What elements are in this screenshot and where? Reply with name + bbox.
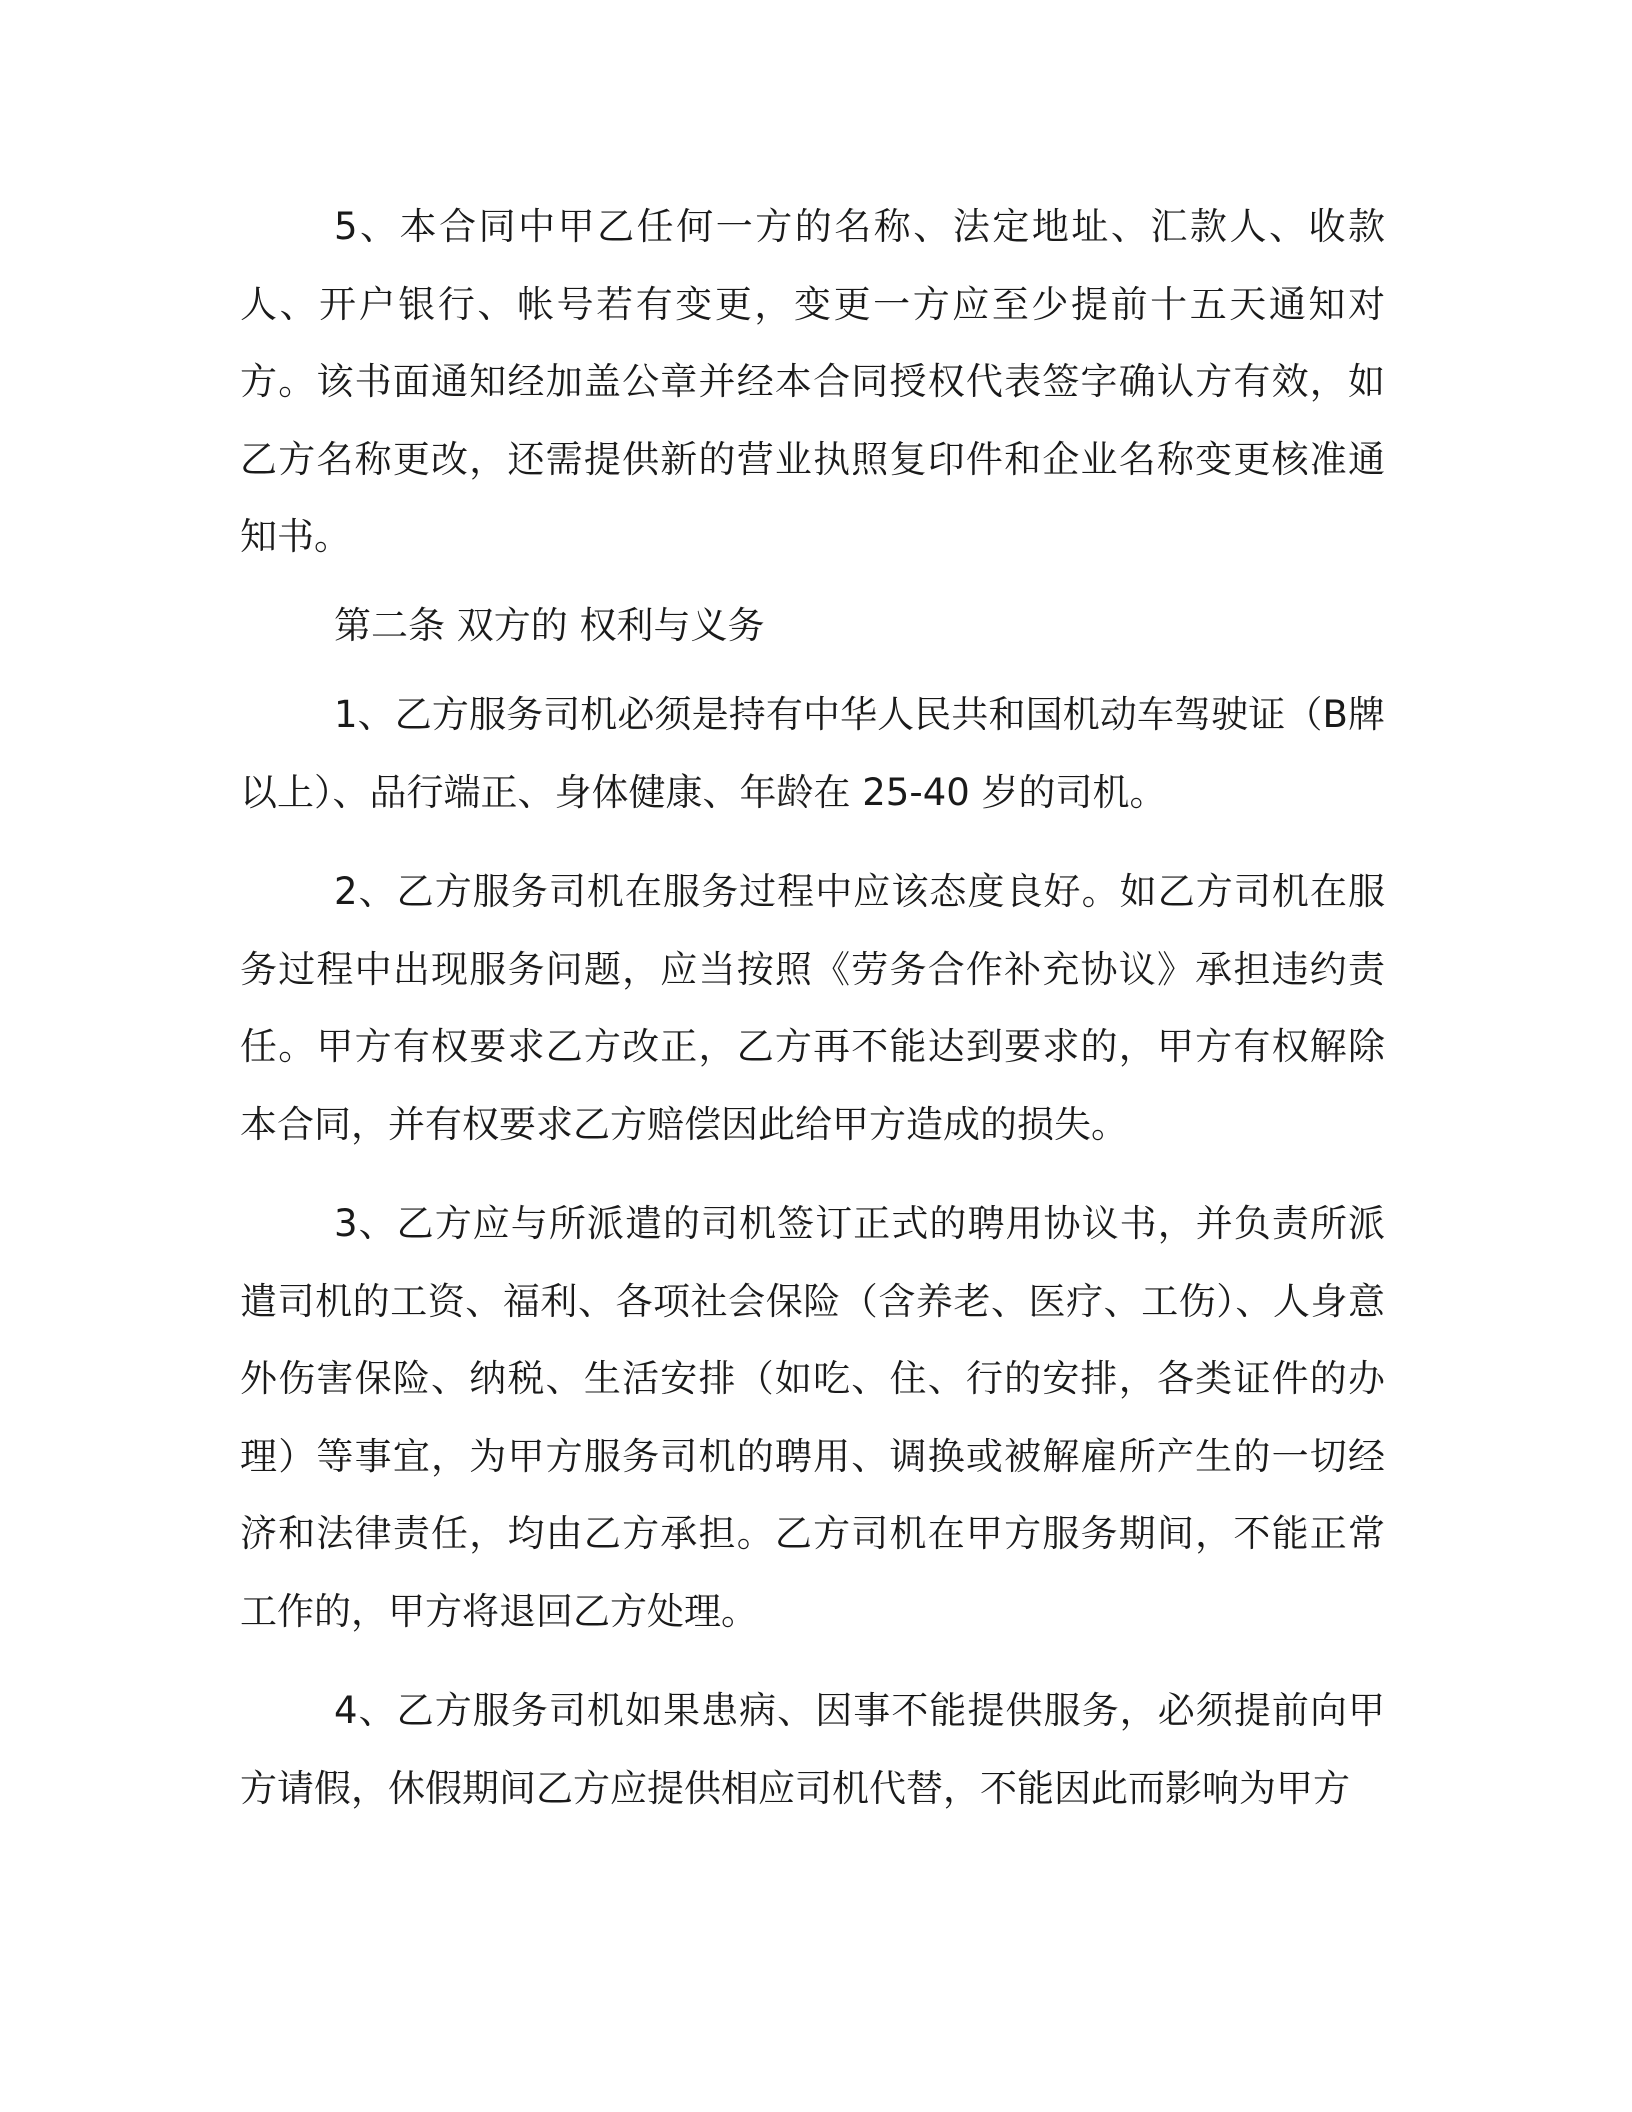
- clause-4-paragraph: 4、乙方服务司机如果患病、因事不能提供服务，必须提前向甲方请假，休假期间乙方应提供相应司机代替，不能因此而影响为甲方: [240, 1689, 1385, 1810]
- clause-5-paragraph: 5、本合同中甲乙任何一方的名称、法定地址、汇款人、收款人、开户银行、帐号若有变更，变更一方应至少提前十五天通知对方。该书面通知经加盖公章并经本合同授权代表签字确认方有效，如乙方名称更改，还需提供新的营业执照复印件和企业名称变更核准通知书。: [240, 205, 1385, 558]
- article-2-heading: 第二条 双方的 权利与义务: [334, 603, 765, 647]
- clause-1-paragraph: 1、乙方服务司机必须是持有中华人民共和国机动车驾驶证（B牌以上）、品行端正、身体健康、年龄在 25-40 岁的司机。: [240, 693, 1385, 814]
- clause-2-paragraph: 2、乙方服务司机在服务过程中应该态度良好。如乙方司机在服务过程中出现服务问题，应当按照《劳务合作补充协议》承担违约责任。甲方有权要求乙方改正，乙方再不能达到要求的，甲方有权解除本合同，并有权要求乙方赔偿因此给甲方造成的损失。: [240, 870, 1385, 1146]
- document-body: [240, 188, 1385, 1827]
- clause-3-paragraph: 3、乙方应与所派遣的司机签订正式的聘用协议书，并负责所派遣司机的工资、福利、各项社会保险（含养老、医疗、工伤）、人身意外伤害保险、纳税、生活安排（如吃、住、行的安排，各类证件的办理）等事宜，为甲方服务司机的聘用、调换或被解雇所产生的一切经济和法律责任，均由乙方承担。乙方司机在甲方服务期间，不能正常工作的，甲方将退回乙方处理。: [240, 1202, 1385, 1633]
